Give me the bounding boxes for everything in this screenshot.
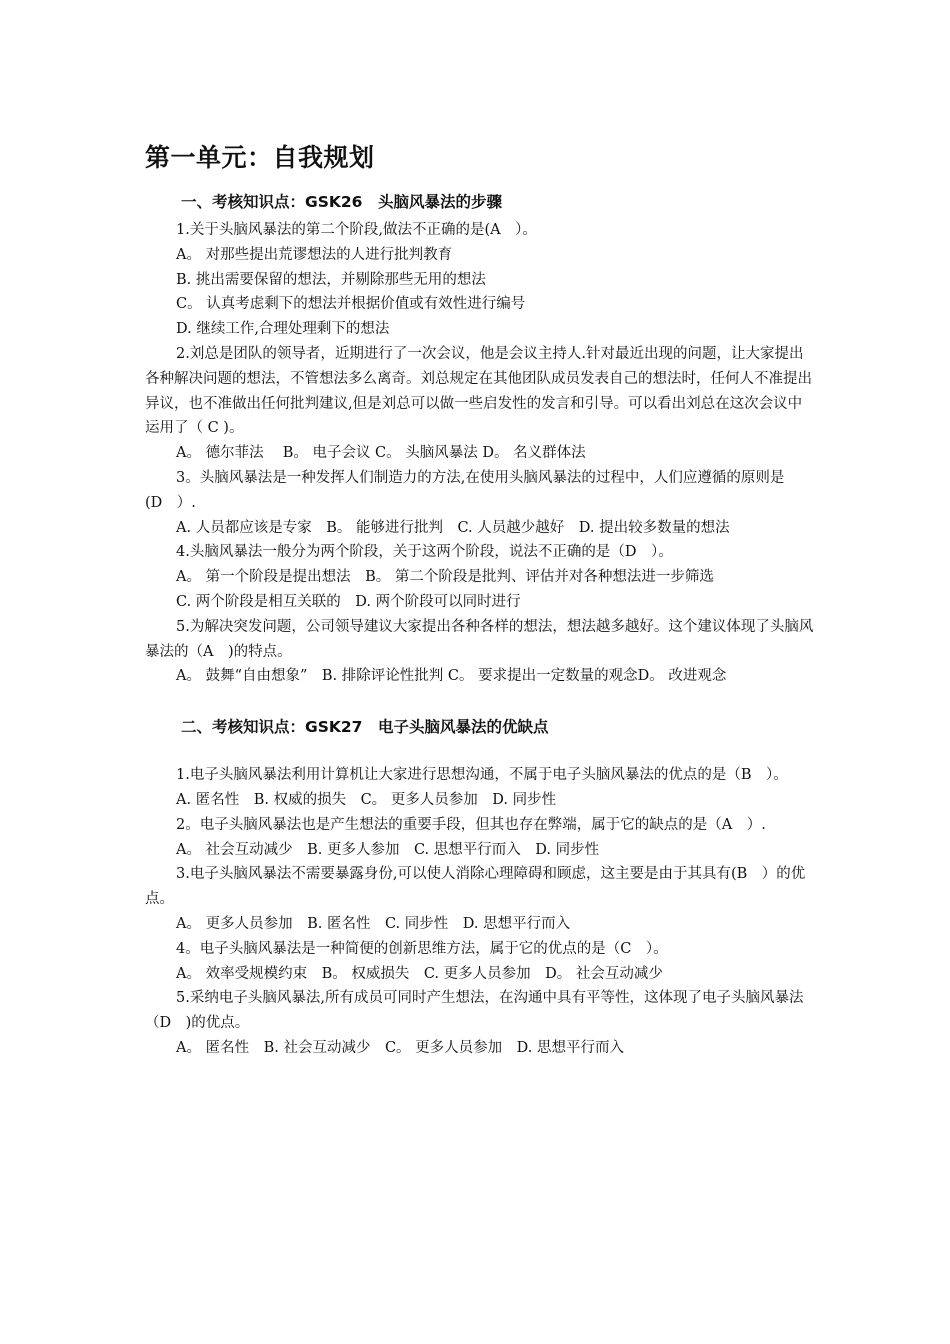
question (145, 813, 815, 863)
question (145, 862, 815, 936)
question (145, 540, 815, 614)
question (145, 218, 815, 342)
question-stem: 4.头脑风暴法一般分为两个阶段，关于这两个阶段，说法不正确的是（D ）。 (176, 544, 673, 561)
question-option: A。 更多人员参加 B. 匿名性 C. 同步性 D. 思想平行而入 (176, 915, 571, 932)
question-option: D. 继续工作,合理处理剩下的想法 (176, 321, 390, 338)
question-option: A。 鼓舞“自由想象” B. 排除评论性批判 C。 要求提出一定数量的观念D。 改进观念 (176, 668, 727, 685)
question-option: A。 第一个阶段是提出想法 B。 第二个阶段是批判、评估并对各种想法进一步筛选 (176, 569, 714, 586)
unit-title: 第一单元：自我规划 (145, 143, 375, 172)
question-stem: 3。头脑风暴法是一种发挥人们制造力的方法,在使用头脑风暴法的过程中，人们应遵循的原则是(D ）. (145, 469, 785, 511)
question-option: A。 匿名性 B. 社会互动减少 C。 更多人员参加 D. 思想平行而入 (176, 1039, 624, 1056)
question-option: A。 社会互动减少 B. 更多人参加 C. 思想平行而入 D. 同步性 (176, 841, 600, 858)
question-option: A. 人员都应该是专家 B。 能够进行批判 C. 人员越少越好 D. 提出较多数量的想法 (176, 519, 730, 536)
question (145, 466, 815, 540)
question-stem: 2.刘总是团队的领导者，近期进行了一次会议，他是会议主持人.针对最近出现的问题，让大家提出各种解决问题的想法，不管想法多么离奇。刘总规定在其他团队成员发表自己的想法时，任何人不准提出异议，也不准做出任何批判建议,但是刘总可以做一些启发性的发言和引导。可以看出刘总在这次会议中运用了（ C )。 (145, 345, 812, 437)
question-option: C. 两个阶段是相互关联的 D. 两个阶段可以同时进行 (176, 593, 521, 610)
question-stem: 4。电子头脑风暴法是一种简便的创新思维方法，属于它的优点的是（C ）。 (176, 940, 668, 957)
section-title: 一、考核知识点：GSK26 头脑风暴法的步骤 (181, 193, 502, 211)
document-page (145, 138, 815, 1061)
question-stem: 2。电子头脑风暴法也是产生想法的重要手段，但其也存在弊端，属于它的缺点的是（A ）. (176, 816, 766, 833)
question-stem: 1.电子头脑风暴法利用计算机让大家进行思想沟通，不属于电子头脑风暴法的优点的是（B ）。 (176, 767, 788, 784)
question (145, 615, 815, 689)
question-option: A。 效率受规模约束 B。 权威损失 C. 更多人员参加 D。 社会互动减少 (176, 965, 663, 982)
question-stem: 5.采纳电子头脑风暴法,所有成员可同时产生想法，在沟通中具有平等性，这体现了电子头脑风暴法（D )的优点。 (145, 990, 804, 1032)
question-option: A。 对那些提出荒谬想法的人进行批判教育 (176, 246, 453, 263)
question-option: C。 认真考虑剩下的想法并根据价值或有效性进行编号 (176, 296, 526, 313)
question (145, 986, 815, 1060)
question-stem: 3.电子头脑风暴法不需要暴露身份,可以使人消除心理障碍和顾虑，这主要是由于其具有(B ）的优点。 (145, 866, 806, 908)
question-option: B. 挑出需要保留的想法，并剔除那些无用的想法 (176, 271, 486, 288)
question (145, 763, 815, 813)
question-option: A。 德尔菲法 B。 电子会议 C。 头脑风暴法 D。 名义群体法 (176, 445, 586, 462)
question-option: A. 匿名性 B. 权威的损失 C。 更多人员参加 D. 同步性 (176, 791, 557, 808)
question (145, 937, 815, 987)
question-stem: 1.关于头脑风暴法的第二个阶段,做法不正确的是(A ）。 (176, 222, 537, 238)
question-stem: 5.为解决突发问题，公司领导建议大家提出各种各样的想法，想法越多越好。这个建议体现了头脑风暴法的（A )的特点。 (145, 618, 814, 660)
section-title: 二、考核知识点：GSK27 电子头脑风暴法的优缺点 (181, 718, 549, 737)
question (145, 342, 815, 466)
